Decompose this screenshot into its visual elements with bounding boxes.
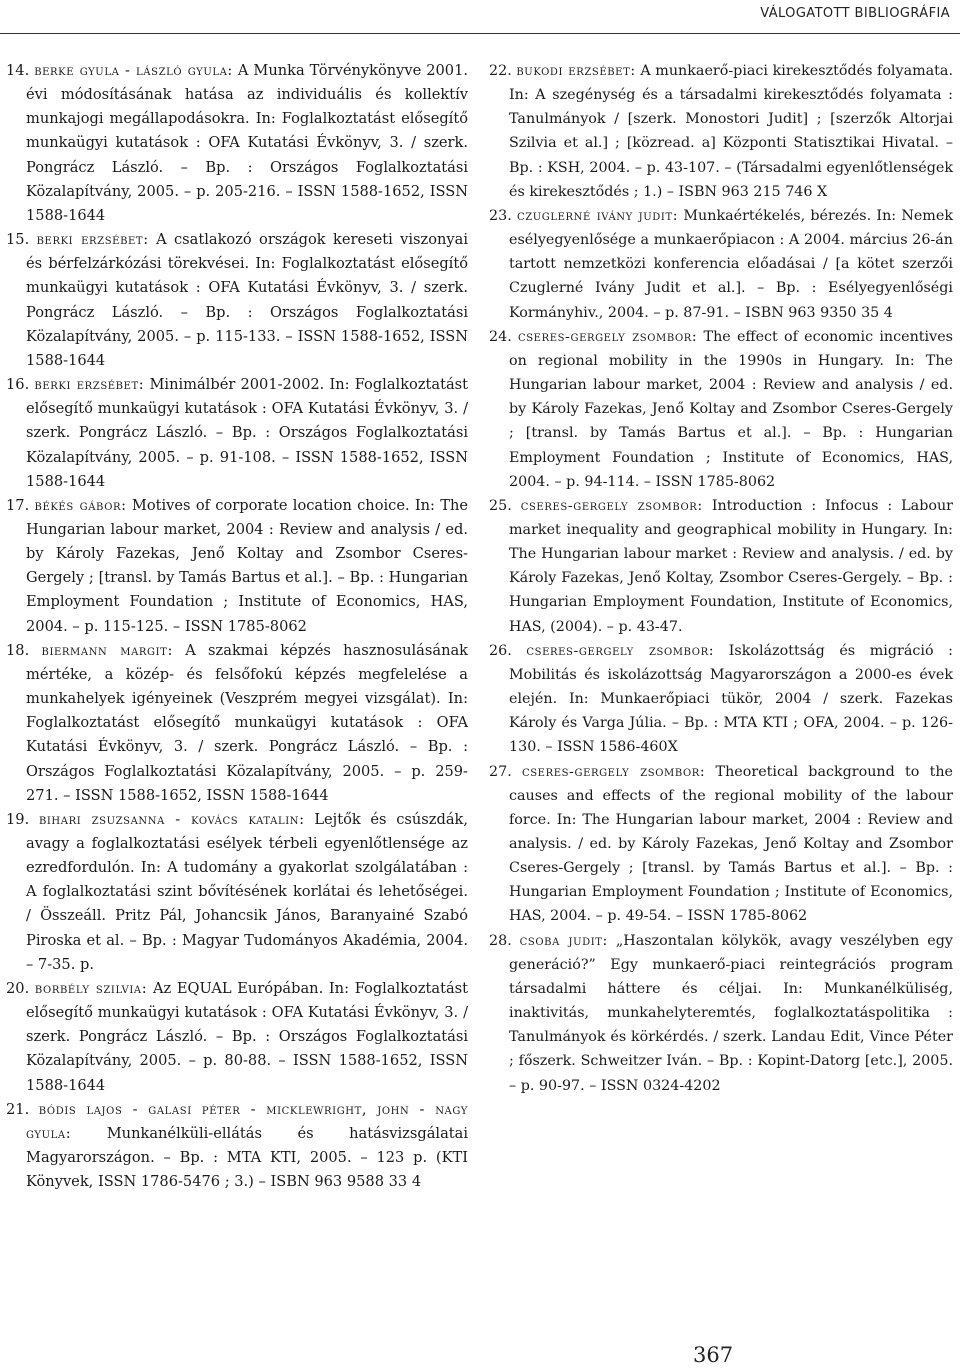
entry-text: Az EQUAL Európában. In: Foglalkoztatást elősegítő munkaügyi kutatások : OFA Kutatási Évkönyv, 3. / szerk. Pongrácz László. – Bp. : Országos Foglalkoztatási Közalapítvány, 2005. – p. 80-88. – ISSN 1588-1652, ISSN 1588-1644 [26,979,468,1094]
bibliography-entry [489,639,953,760]
entry-number: 24. [489,328,512,345]
entry-number: 14. [6,62,30,79]
entry-number: 25. [489,497,512,514]
entry-author: bukodi erzsébet: [516,63,636,79]
entry-text: Munkaértékelés, bérezés. In: Nemek esélyegyenlősége a munkaerőpiacon : A 2004. március 26-án tartott nemzetközi konferencia előadásai / [a kötet szerzői Czuglerné Ivány Judit et al.]. – Bp. : Esélyegyenlőségi Kormányhiv., 2004. – p. 87-91. – ISBN 963 9350 35 4 [509,207,953,321]
entry-text: A szakmai képzés hasznosulásának mértéke, a közép- és felsőfokú képzés megfelelése a munkahelyek igényeinek (Veszprém megyei vizsgálat). In: Foglalkoztatást elősegítő munkaügyi kutatások : OFA Kutatási Évkönyv, 3. / szerk. Pongrácz László. – Bp. : Országos Foglalkoztatási Közalapítvány, 2005. – p. 259-271. – ISSN 1588-1652, ISSN 1588-1644 [26,641,469,804]
bibliography-entry [489,494,953,639]
entry-author: cseres-gergely zsombor: [526,642,715,659]
bibliography-entry [489,325,953,494]
entry-text: A csatlakozó országok kereseti viszonyai és bérfelzárkózási törekvései. In: Foglalkoztatást elősegítő munkaügyi kutatások : OFA Kutatási Évkönyv, 3. / szerk. Pongrácz László. – Bp. : Országos Foglalkoztatási Közalapítvány, 2005. – p. 115-133. – ISSN 1588-1652, ISSN 1588-1644 [26,231,469,369]
bibliography-entry [6,373,468,494]
entry-number: 19. [6,810,30,828]
bibliography-entry [6,808,468,977]
entry-number: 18. [6,641,30,659]
entry-number: 17. [6,496,30,514]
entry-text: Iskolázottság és migráció : Mobilitás és iskolázottság Magyarországon a 2000-es évek elején. In: Munkaerőpiaci tükör, 2004 / szerk. Fazekas Károly és Varga Júlia. – Bp. : MTA KTI ; OFA, 2004. – p. 126-130. – ISSN 1586-460X [509,642,953,756]
bibliography-entry [6,228,468,373]
entry-text: The effect of economic incentives on regional mobility in the 1990s in Hungary. In: The Hungarian labour market, 2004 : Review and analysis / ed. by Károly Fazekas, Jenő Koltay and Zsombor Cseres-Gergely ; [transl. by Tamás Bartus et al.]. – Bp. : Hungarian Employment Foundation ; Institute of Economics, HAS, 2004. – p. 94-114. – ISSN 1785-8062 [509,328,953,490]
entry-author: cseres-gergely zsombor: [521,763,706,780]
bibliography-entry [489,929,953,1098]
entry-number: 27. [489,763,512,780]
entry-author: bódis lajos - galasi péter - micklewright, john - nagy gyula: [26,1100,468,1142]
bibliography-entry [489,204,953,325]
entry-number: 23. [489,207,512,224]
bibliography-entry [6,59,468,228]
entry-text: A Munka Törvénykönyve 2001. évi módosításának hatása az individuális és kollektív munkajogi megállapodásokra. In: Foglalkoztatást elősegítő munkaügyi kutatások : OFA Kutatási Évkönyv, 3. / szerk. Pongrácz László. – Bp. : Országos Foglalkoztatási Közalapítvány, 2005. – p. 205-216. – ISSN 1588-1652, ISSN 1588-1644 [26,62,468,224]
entry-author: borbély szilvia: [34,979,148,997]
entry-author: csoba judit: [519,932,608,949]
bibliography-entry [489,59,953,204]
entry-author: biermann margit: [41,641,173,659]
header-rule [0,33,960,34]
entry-author: berki erzsébet: [34,376,145,394]
entry-number: 16. [6,376,30,394]
page-number: 367 [693,1343,734,1367]
entry-text: Minimálbér 2001-2002. In: Foglalkoztatást elősegítő munkaügyi kutatások : OFA Kutatási Évkönyv, 3. / szerk. Pongrácz László. – Bp. : Országos Foglalkoztatási Közalapítvány, 2005. – p. 91-108. – ISSN 1588-1652, ISSN 1588-1644 [26,376,469,490]
entry-number: 15. [6,231,30,249]
entry-number: 21. [6,1100,30,1118]
running-head: VÁLOGATOTT BIBLIOGRÁFIA [760,6,950,21]
entry-text: Lejtők és csúszdák, avagy a foglalkoztatási esélyek térbeli egyenlőtlensége az ezredfordulón. In: A tudomány a gyakorlat szolgálatában : A foglalkoztatási szint bővítésének korlátai és lehetőségei. / Összeáll. Pritz Pál, Johancsik János, Baranyainé Szabó Piroska et al. – Bp. : Magyar Tudományos Akadémia, 2004. – 7-35. p. [26,810,469,973]
bibliography-entry [6,1098,468,1195]
bibliography-entry [6,977,468,1098]
entry-text: A munkaerő-piaci kirekesztődés folyamata. In: A szegénység és a társadalmi kirekesztődés folyamata : Tanulmányok / [szerk. Monostori Judit] ; [szerzők Altorjai Szilvia et al.] ; [közread. a] Központi Statisztikai Hivatal. – Bp. : KSH, 2004. – p. 43-107. – (Társadalmi egyenlőtlenségek és kirekesztődés ; 1.) – ISBN 963 215 746 X [509,63,953,200]
entry-author: békés gábor: [34,496,127,514]
entry-text: Theoretical background to the causes and effects of the regional mobility of the labour force. In: The Hungarian labour market, 2004 : Review and analysis. / ed. by Károly Fazekas, Jenő Koltay and Zsombor Cseres-Gergely ; [transl. by Tamás Bartus et al.]. – Bp. : Hungarian Employment Foundation ; Institute of Economics, HAS, 2004. – p. 49-54. – ISSN 1785-8062 [509,763,953,925]
entry-number: 22. [489,63,512,79]
entry-number: 28. [489,932,512,949]
entry-author: bihari zsuzsanna - kovács katalin: [38,810,305,828]
entry-author: berke gyula - lászló gyula: [34,62,233,79]
entry-text: Munkanélküli-ellátás és hatásvizsgálatai Magyarországon. – Bp. : MTA KTI, 2005. – 123 p. (KTI Könyvek, ISSN 1786-5476 ; 3.) – ISBN 963 9588 33 4 [26,1124,468,1191]
entry-author: berki erzsébet: [36,231,149,249]
bibliography-entry [6,639,468,808]
entry-text: Motives of corporate location choice. In: The Hungarian labour market, 2004 : Review and analysis / ed. by Károly Fazekas, Jenő Koltay and Zsombor Cseres-Gergely ; [transl. by Tamás Bartus et al.]. – Bp. : Hungarian Employment Foundation ; Institute of Economics, HAS, 2004. – p. 115-125. – ISSN 1785-8062 [26,496,469,635]
bibliography-entry [489,760,953,929]
entry-author: czuglerné ivány judit: [516,207,679,224]
entry-author: cseres-gergely zsombor: [517,328,698,345]
right-column [489,59,953,1098]
entry-number: 26. [489,642,512,659]
entry-text: Introduction : Infocus : Labour market inequality and geographical mobility in Hungary. In: The Hungarian labour market : Review and analysis. / ed. by Károly Fazekas, Jenő Koltay, Zsombor Cseres-Gergely. – Bp. : Hungarian Employment Foundation, Institute of Economics, HAS, (2004). – p. 43-47. [509,497,953,635]
bibliography-entry [6,494,468,639]
entry-text: „Haszontalan kölykök, avagy veszélyben egy generáció?” Egy munkaerő-piaci reintegrációs program társadalmi háttere és céljai. In: Munkanélküliség, inaktivitás, munkahelyteremtés, foglalkoztatáspolitika : Tanulmányok és körkérdés. / szerk. Landau Edit, Vince Péter ; főszerk. Schweitzer Iván. – Bp. : Kopint-Datorg [etc.], 2005. – p. 90-97. – ISSN 0324-4202 [509,932,953,1094]
entry-number: 20. [6,979,30,997]
entry-author: cseres-gergely zsombor: [520,497,703,514]
left-column [6,59,468,1194]
